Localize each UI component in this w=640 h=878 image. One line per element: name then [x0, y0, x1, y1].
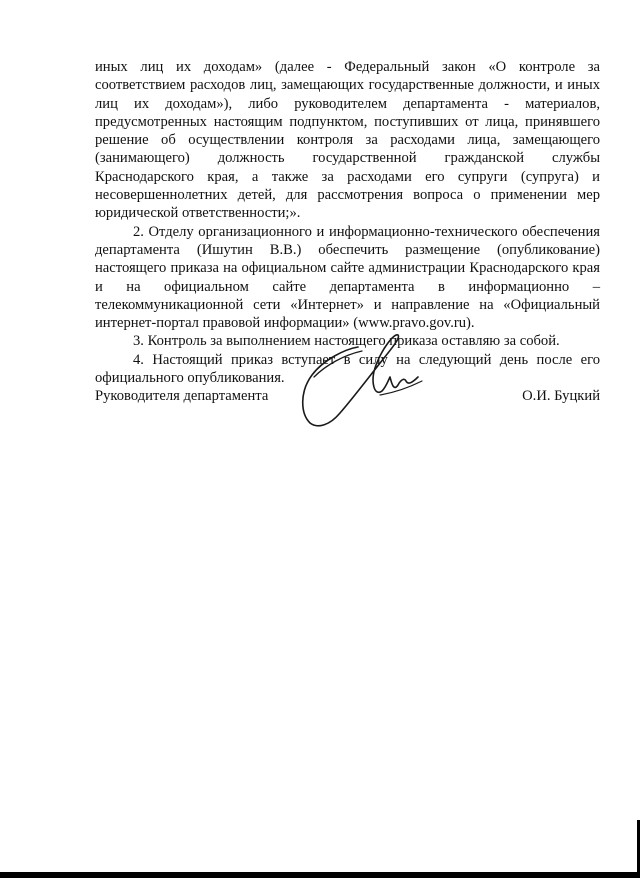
paragraph-item-3: 3. Контроль за выполнением настоящего приказа оставляю за собой. [133, 333, 560, 350]
signature-block [95, 386, 600, 408]
paragraph-continuation: иных лиц их доходам» (далее - Федеральный закон «О контроле за соответствием расходов лиц, замещающих государственные должности, и иных лиц их доходам»), либо руководителем департамента - материалов, предусмотренных настоящим подпунктом, поступивших от лица, принявшего решение об осуществлении контроля за расходами лица, замещающего (занимающего) должность государственной гражданской службы Краснодарского края, а также за расходами его супруги (супруга) и несовершеннолетних детей, для рассмотрения вопроса о применении мер юридической ответственности;». [95, 59, 600, 222]
paragraph-item-2: 2. Отделу организационного и информационно-технического обеспечения департамента (Ишутин В.В.) обеспечить размещение (опубликование) настоящего приказа на официальном сайте администрации Краснодарского края и на официальном сайте департамента в информационно – телекоммуникационной сети «Интернет» и направление на «Официальный интернет-портал правовой информации» (www.pravo.gov.ru). [95, 223, 600, 332]
signatory-name: О.И. Буцкий [522, 388, 600, 404]
scan-edge-bottom [0, 872, 640, 878]
paragraph-item-4: 4. Настоящий приказ вступает в силу на следующий день после его официального опубликования. [95, 351, 600, 387]
document-body [95, 58, 600, 387]
signatory-position: Руководителя департамента [95, 388, 269, 404]
